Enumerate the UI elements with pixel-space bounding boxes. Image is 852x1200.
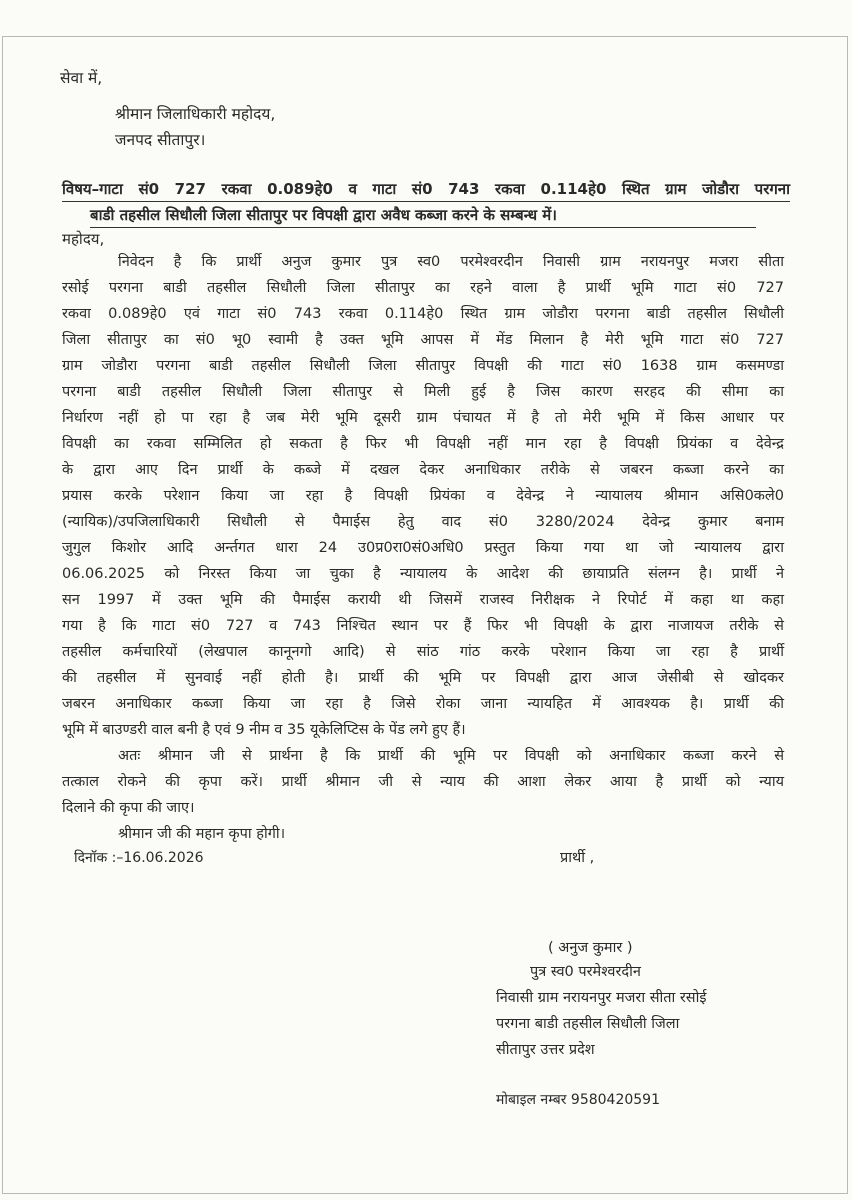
body-line: प्रयास करके परेशान किया जा रहा है विपक्षी प्रियंका व देवेन्द्र ने न्यायालय श्रीमान असि0कले0 <box>62 488 784 504</box>
body-line: गया है कि गाटा सं0 727 व 743 निश्चित स्थान पर हैं फिर भी विपक्षी के द्वारा नाजायज तरीके से <box>62 618 784 634</box>
subject-underline-2 <box>90 227 756 228</box>
body-line: विपक्षी का रकवा सम्मिलित हो सकता है फिर भी विपक्षी नहीं मान रहा है विपक्षी प्रियंका व देवेन्द्र <box>62 436 784 452</box>
signature-father: पुत्र स्व0 परमेश्वरदीन <box>530 964 641 980</box>
body-line: तहसील कर्मचारियों (लेखपाल कानूनगो आदि) से सांठ गांठ करके परेशान किया जा रहा है प्रार्थी <box>62 644 784 660</box>
body-line: जुगुल किशोर आदि अर्न्तगत धारा 24 उ0प्र0रा0सं0अधि0 प्रस्तुत किया गया था जो न्यायालय द्वारा <box>62 540 784 556</box>
recipient-title: श्रीमान जिलाधिकारी महोदय, <box>115 105 276 123</box>
signature-address-2: परगना बाडी तहसील सिधौली जिला <box>496 1016 680 1032</box>
request-line: दिलाने की कृपा की जाए। <box>62 800 195 816</box>
body-line: सन 1997 में उक्त भूमि की पैमाईस करायी थी जिसमें राजस्व निरीक्षक ने रिपोर्ट में कहा था कहा <box>62 592 784 608</box>
body-line: परगना बाडी तहसील सिधौली जिला सीतापुर से मिली हुई है जिस कारण सरहद की सीमा का <box>62 384 784 400</box>
closing-line: श्रीमान जी की महान कृपा होगी। <box>118 826 286 842</box>
subject-line-2: बाडी तहसील सिधौली जिला सीतापुर पर विपक्षी द्वारा अवैध कब्जा करने के सम्बन्ध में। <box>90 206 557 224</box>
greeting: महोदय, <box>62 230 105 248</box>
signature-address-1: निवासी ग्राम नरायनपुर मजरा सीता रसोई <box>496 990 707 1006</box>
applicant-label: प्रार्थी , <box>560 850 595 866</box>
request-line: अतः श्रीमान जी से प्रार्थना है कि प्रार्थी की भूमि पर विपक्षी को अनाधिकार कब्जा करने से <box>118 748 784 764</box>
signature-name: ( अनुज कुमार ) <box>548 940 633 956</box>
body-line: (न्यायिक)/उपजिलाधिकारी सिधौली से पैमाईस हेतु वाद सं0 3280/2024 देवेन्द्र कुमार बनाम <box>62 514 784 530</box>
body-line: रकवा 0.089हे0 एवं गाटा सं0 743 रकवा 0.114हे0 स्थित ग्राम जोडौरा परगना बाडी तहसील सिधौली <box>62 306 784 322</box>
body-line: निर्धारण नहीं हो पा रहा है जब मेरी भूमि दूसरी ग्राम पंचायत में है तो मेरी भूमि में किस आधार पर <box>62 410 784 426</box>
request-line: तत्काल रोकने की कृपा करें। प्रार्थी श्रीमान जी से न्याय की आशा लेकर आया है प्रार्थी को न्याय <box>62 774 784 790</box>
subject-line-1: विषय–गाटा सं0 727 रकवा 0.089हे0 व गाटा सं0 743 रकवा 0.114हे0 स्थित ग्राम जोडौरा परगना <box>62 180 790 198</box>
body-line: रसोई परगना बाडी तहसील सिधौली जिला सीतापुर का रहने वाला है प्रार्थी भूमि गाटा सं0 727 <box>62 280 784 296</box>
body-line: जबरन अनाधिकार कब्जा किया जा रहा है जिसे रोका जाना न्यायहित में आवश्यक है। प्रार्थी की <box>62 696 784 712</box>
body-line: 06.06.2025 को निरस्त किया जा चुका है न्यायालय के आदेश की छायाप्रति संलग्न है। प्रार्थी ने <box>62 566 784 582</box>
date-label: दिनॉक :–16.06.2026 <box>74 850 204 866</box>
body-line: की तहसील में सुनवाई नहीं होती है। प्रार्थी की भूमि पर विपक्षी द्वारा आज जेसीबी से खोदकर <box>62 670 784 686</box>
salutation-to: सेवा में, <box>60 69 103 87</box>
body-line: भूमि में बाउण्डरी वाल बनी है एवं 9 नीम व 35 यूकेलिप्टिस के पेंड लगे हुए हैं। <box>62 722 466 738</box>
body-line: जिला सीतापुर का सं0 भू0 स्वामी है उक्त भूमि आपस में मेंड मिलान है मेरी भूमि गाटा सं0 727 <box>62 332 784 348</box>
mobile-number: मोबाइल नम्बर 9580420591 <box>496 1092 660 1108</box>
body-line: के द्वारा आए दिन प्रार्थी के कब्जे में दखल देकर अनाधिकार तरीके से जबरन कब्जा करने का <box>62 462 784 478</box>
body-line: निवेदन है कि प्रार्थी अनुज कुमार पुत्र स्व0 परमेश्वरदीन निवासी ग्राम नरायनपुर मजरा सीता <box>118 254 784 270</box>
body-line: ग्राम जोडौरा परगना बाडी तहसील सिधौली जिला सीतापुर विपक्षी की गाटा सं0 1638 ग्राम कसमण्डा <box>62 358 784 374</box>
subject-underline-1 <box>62 201 790 202</box>
recipient-district: जनपद सीतापुर। <box>115 131 206 149</box>
signature-address-3: सीतापुर उत्तर प्रदेश <box>496 1042 595 1058</box>
